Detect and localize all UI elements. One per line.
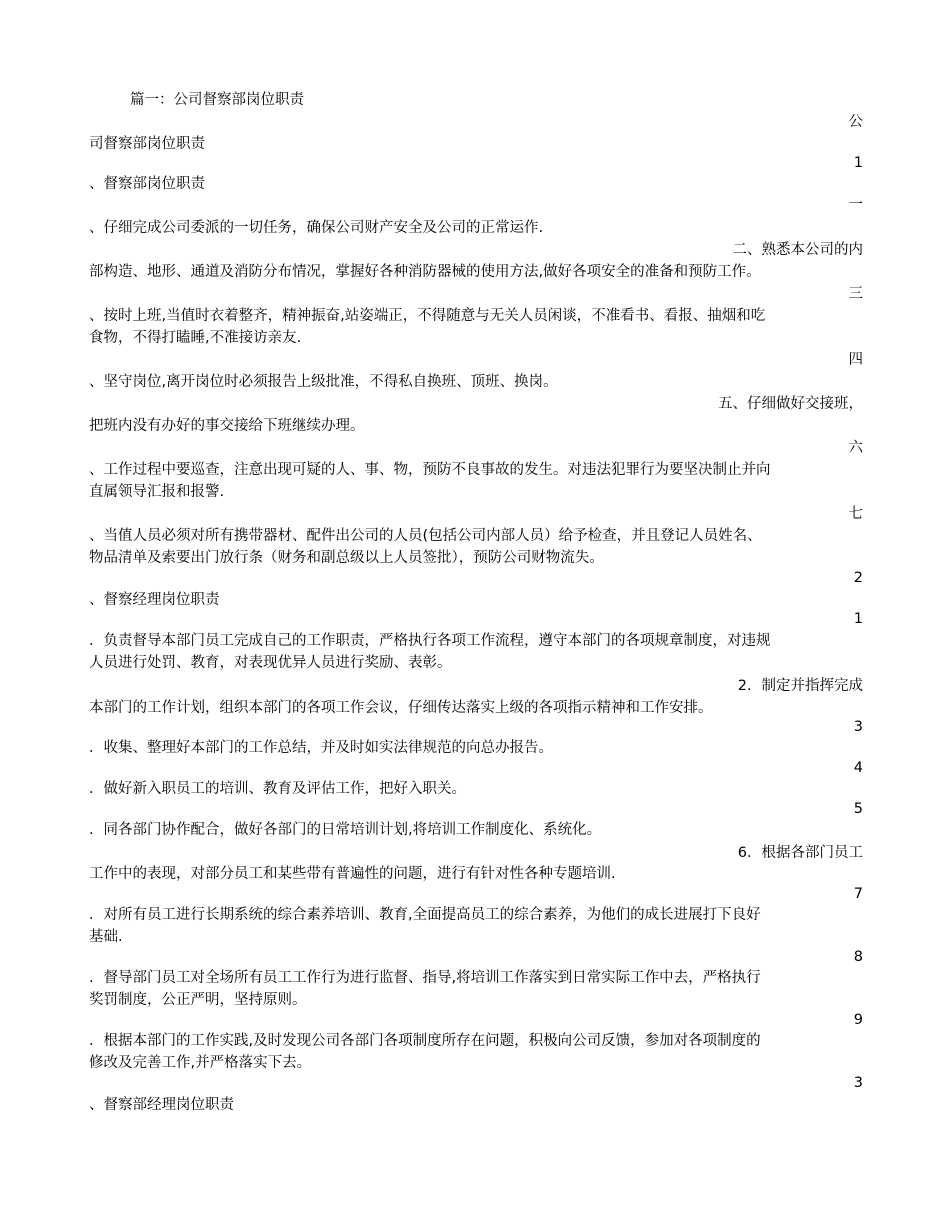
item-number: 七: [848, 506, 863, 522]
item-number: 5: [853, 801, 863, 817]
item-number: 三: [848, 286, 863, 302]
section-number: 3: [853, 1075, 863, 1091]
text-line: 、工作过程中要巡查，注意出现可疑的人、事、物，预防不良事故的发生。对违法犯罪行为要坚决制止并向: [89, 462, 771, 478]
text-line: ．同各部门协作配合，做好各部门的日常培训计划,将培训工作制度化、系统化。: [89, 822, 602, 838]
section-heading: 、督察经理岗位职责: [89, 592, 220, 608]
text-line: 基础.: [89, 929, 123, 945]
text-line: 奖罚制度，公正严明，坚持原则。: [89, 992, 307, 1008]
section-heading: 、督察部经理岗位职责: [89, 1097, 234, 1113]
document-title: 篇一：公司督察部岗位职责: [130, 92, 304, 108]
text-line: 修改及完善工作,并严格落实下去。: [89, 1055, 312, 1071]
text-line: ．根据本部门的工作实践,及时发现公司各部门各项制度所存在问题，积极向公司反馈，参加对各项制度的: [89, 1033, 761, 1049]
text-line: 、坚守岗位,离开岗位时必须报告上级批准，不得私自换班、顶班、换岗。: [89, 374, 558, 390]
item-number: 1: [853, 611, 863, 627]
text-line: 公: [848, 114, 863, 130]
text-line: 直属领导汇报和报警.: [89, 484, 225, 500]
text-line: 人员进行处罚、教育，对表现优异人员进行奖励、表彰。: [89, 655, 452, 671]
text-line: 部构造、地形、通道及消防分布情况，掌握好各种消防器械的使用方法,做好各项安全的准备和预防工作。: [89, 264, 761, 280]
text-line: ．督导部门员工对全场所有员工工作行为进行监督、指导,将培训工作落实到日常实际工作中去，严格执行: [89, 970, 761, 986]
section-number: 1: [853, 155, 863, 171]
item-number: 3: [853, 719, 863, 735]
text-line: 二、熟悉本公司的内: [732, 242, 863, 258]
section-heading: 、督察部岗位职责: [89, 176, 205, 192]
text-line: 2．制定并指挥完成: [737, 678, 863, 694]
text-line: 、当值人员必须对所有携带器材、配件出公司的人员(包括公司内部人员）给予检查，并且登记人员姓名、: [89, 528, 762, 544]
text-line: 司督察部岗位职责: [89, 136, 205, 152]
item-number: 7: [853, 886, 863, 902]
text-line: 本部门的工作计划，组织本部门的各项工作会议，仔细传达落实上级的各项指示精神和工作安排。: [89, 700, 713, 716]
text-line: ．负责督导本部门员工完成自己的工作职责，严格执行各项工作流程，遵守本部门的各项规章制度，对违规: [89, 633, 771, 649]
text-line: 物品清单及索要出门放行条（财务和副总级以上人员签批），预防公司财物流失。: [89, 550, 604, 566]
text-line: 把班内没有办好的事交接给下班继续办理。: [89, 418, 365, 434]
text-line: 五、仔细做好交接班，: [718, 396, 863, 412]
item-number: 9: [853, 1012, 863, 1028]
text-line: ．对所有员工进行长期系统的综合素养培训、教育,全面提高员工的综合素养，为他们的成长进展打下良好: [89, 907, 761, 923]
text-line: 食物，不得打瞌睡,不准接访亲友.: [89, 330, 302, 346]
item-number: 一: [848, 197, 863, 213]
item-number: 六: [848, 440, 863, 456]
text-line: 、仔细完成公司委派的一切任务，确保公司财产安全及公司的正常运作.: [89, 220, 544, 236]
text-line: 6．根据各部门员工: [737, 845, 863, 861]
text-line: 工作中的表现，对部分员工和某些带有普遍性的问题，进行有针对性各种专题培训.: [89, 866, 616, 882]
section-number: 2: [853, 570, 863, 586]
text-line: ．收集、整理好本部门的工作总结，并及时如实法律规范的向总办报告。: [89, 740, 553, 756]
item-number: 8: [853, 949, 863, 965]
text-line: ．做好新入职员工的培训、教育及评估工作，把好入职关。: [89, 781, 466, 797]
item-number: 4: [853, 760, 863, 776]
text-line: 、按时上班,当值时衣着整齐，精神振奋,站姿端正，不得随意与无关人员闲谈，不准看书、看报、抽烟和吃: [89, 308, 766, 324]
item-number: 四: [848, 352, 863, 368]
